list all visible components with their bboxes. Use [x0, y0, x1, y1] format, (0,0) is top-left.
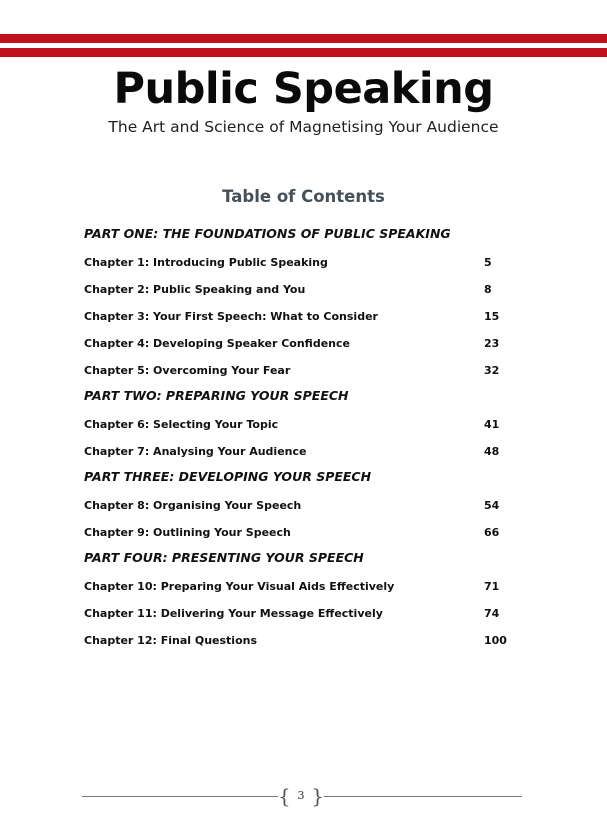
toc-entry-page: 8	[484, 283, 492, 296]
toc-entry-title: Chapter 6: Selecting Your Topic	[84, 418, 279, 431]
toc-entry[interactable]	[84, 519, 524, 546]
page-number	[278, 784, 324, 808]
table-of-contents	[84, 222, 524, 654]
toc-entry-page: 23	[484, 337, 500, 350]
toc-entry-title: Chapter 10: Preparing Your Visual Aids Effectively	[84, 580, 395, 593]
toc-entry-title: Chapter 8: Organising Your Speech	[84, 499, 302, 512]
right-bracket-icon: }	[311, 784, 324, 808]
toc-entry-page: 48	[484, 445, 500, 458]
document-title: Public Speaking	[113, 64, 494, 114]
toc-entry-page: 66	[484, 526, 500, 539]
toc-entry-title: Chapter 12: Final Questions	[84, 634, 258, 647]
toc-entry-title: Chapter 3: Your First Speech: What to Consider	[84, 310, 378, 323]
toc-heading: Table of Contents	[222, 187, 385, 206]
toc-entry[interactable]	[84, 600, 524, 627]
toc-entry[interactable]	[84, 573, 524, 600]
toc-entry-page: 41	[484, 418, 500, 431]
toc-entry-page: 15	[484, 310, 500, 323]
toc-entry-page: 54	[484, 499, 500, 512]
toc-entry[interactable]	[84, 330, 524, 357]
toc-part-heading: PART FOUR: PRESENTING YOUR SPEECH	[84, 550, 364, 565]
toc-entry-title: Chapter 9: Outlining Your Speech	[84, 526, 291, 539]
page-number-value: 3	[297, 789, 305, 802]
toc-entry-title: Chapter 7: Analysing Your Audience	[84, 445, 307, 458]
toc-entry[interactable]	[84, 411, 524, 438]
document-subtitle: The Art and Science of Magnetising Your Audience	[108, 118, 499, 136]
toc-entry-title: Chapter 4: Developing Speaker Confidence	[84, 337, 350, 350]
toc-entry[interactable]	[84, 249, 524, 276]
toc-entry[interactable]	[84, 357, 524, 384]
toc-entry-page: 100	[484, 634, 507, 647]
toc-entry[interactable]	[84, 303, 524, 330]
left-bracket-icon: {	[278, 784, 291, 808]
toc-entry-title: Chapter 11: Delivering Your Message Effectively	[84, 607, 383, 620]
toc-entry-page: 74	[484, 607, 500, 620]
toc-part-heading: PART TWO: PREPARING YOUR SPEECH	[84, 388, 349, 403]
footer-rule-left	[82, 796, 278, 797]
toc-entry[interactable]	[84, 627, 524, 654]
toc-part-heading: PART ONE: THE FOUNDATIONS OF PUBLIC SPEAKING	[84, 226, 451, 241]
toc-entry[interactable]	[84, 492, 524, 519]
toc-entry[interactable]	[84, 438, 524, 465]
header-stripe-bottom	[0, 48, 607, 57]
toc-entry-title: Chapter 1: Introducing Public Speaking	[84, 256, 328, 269]
toc-entry-page: 71	[484, 580, 500, 593]
header-stripe-top	[0, 34, 607, 43]
toc-entry-title: Chapter 2: Public Speaking and You	[84, 283, 306, 296]
footer-rule-right	[324, 796, 522, 797]
toc-part-heading: PART THREE: DEVELOPING YOUR SPEECH	[84, 469, 372, 484]
toc-entry-page: 32	[484, 364, 500, 377]
toc-entry[interactable]	[84, 276, 524, 303]
toc-entry-title: Chapter 5: Overcoming Your Fear	[84, 364, 291, 377]
toc-entry-page: 5	[484, 256, 492, 269]
